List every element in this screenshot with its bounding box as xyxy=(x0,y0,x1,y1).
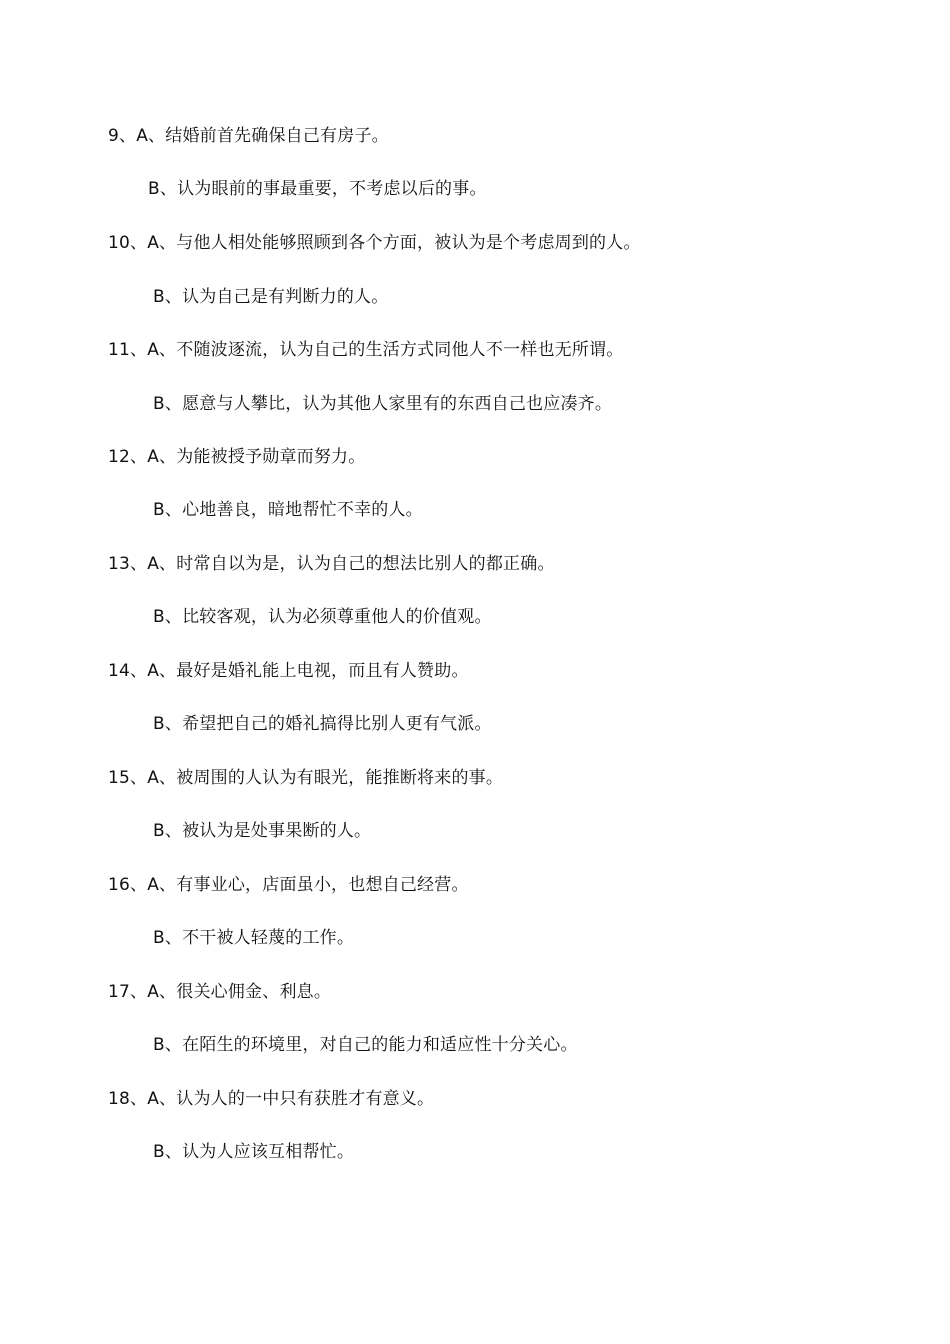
question-13-option-a: 13、A、时常自以为是，认为自己的想法比别人的都正确。 xyxy=(108,554,555,574)
question-17-option-a: 17、A、很关心佣金、利息。 xyxy=(108,982,332,1002)
question-15-option-b: B、被认为是处事果断的人。 xyxy=(153,821,372,841)
question-18-option-a: 18、A、认为人的一中只有获胜才有意义。 xyxy=(108,1089,435,1109)
question-15-option-a: 15、A、被周围的人认为有眼光，能推断将来的事。 xyxy=(108,768,504,788)
question-14-option-a: 14、A、最好是婚礼能上电视，而且有人赞助。 xyxy=(108,661,469,681)
question-16-option-a: 16、A、有事业心，店面虽小，也想自己经营。 xyxy=(108,875,469,895)
question-13-option-b: B、比较客观，认为必须尊重他人的价值观。 xyxy=(153,607,492,627)
question-12-option-a: 12、A、为能被授予勋章而努力。 xyxy=(108,447,366,467)
question-10-option-b: B、认为自己是有判断力的人。 xyxy=(153,287,389,307)
question-11-option-b: B、愿意与人攀比，认为其他人家里有的东西自己也应凑齐。 xyxy=(153,394,613,414)
question-9-option-b: B、认为眼前的事最重要，不考虑以后的事。 xyxy=(148,179,487,199)
question-10-option-a: 10、A、与他人相处能够照顾到各个方面，被认为是个考虑周到的人。 xyxy=(108,233,641,253)
question-12-option-b: B、心地善良，暗地帮忙不幸的人。 xyxy=(153,500,423,520)
question-18-option-b: B、认为人应该互相帮忙。 xyxy=(153,1142,355,1162)
question-16-option-b: B、不干被人轻蔑的工作。 xyxy=(153,928,355,948)
question-11-option-a: 11、A、不随波逐流，认为自己的生活方式同他人不一样也无所谓。 xyxy=(108,340,624,360)
question-9-option-a: 9、A、结婚前首先确保自己有房子。 xyxy=(108,126,389,146)
question-14-option-b: B、希望把自己的婚礼搞得比别人更有气派。 xyxy=(153,714,492,734)
question-17-option-b: B、在陌生的环境里，对自己的能力和适应性十分关心。 xyxy=(153,1035,578,1055)
